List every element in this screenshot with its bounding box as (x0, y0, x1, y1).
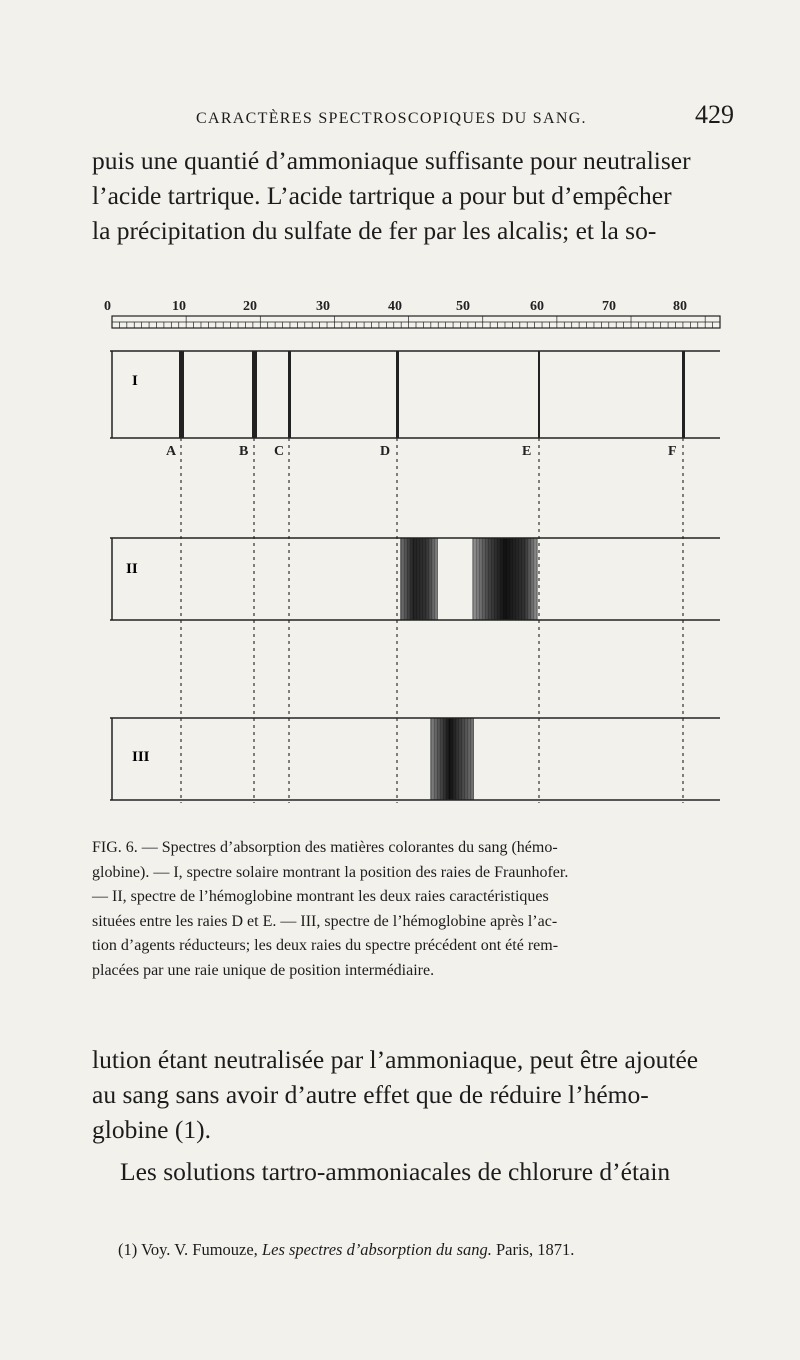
scale-numbers (104, 299, 687, 314)
text-line: globine (1). (92, 1115, 211, 1144)
text-line: l’acide tartrique. L’acide tartrique a pour but d’empêcher (92, 181, 672, 210)
fraunhofer-labels (166, 444, 677, 459)
caption-line: situées entre les raies D et E. — III, spectre de l’hémoglobine après l’ac- (92, 912, 558, 930)
fraunhofer-line-B (252, 351, 257, 438)
scale-tick-label: 10 (172, 299, 186, 314)
figure-caption (92, 836, 734, 983)
spectrum-3 (110, 718, 720, 800)
scale-tick-label: 40 (388, 299, 402, 314)
scale-tick-label: 80 (673, 299, 687, 314)
caption-line: globine). — I, spectre solaire montrant la position des raies de Fraunhofer. (92, 863, 569, 881)
scale-tick-label: 50 (456, 299, 470, 314)
fraunhofer-label: C (274, 444, 285, 459)
fraunhofer-label: A (166, 444, 177, 459)
text-line: la précipitation du sulfate de fer par les alcalis; et la so- (92, 216, 657, 245)
paragraph-1 (92, 143, 734, 248)
footnote (118, 1240, 574, 1260)
paragraph-2 (92, 1042, 734, 1147)
text-line: lution étant neutralisée par l’ammoniaque, peut être ajoutée (92, 1045, 699, 1074)
footnote-title: Les spectres d’absorption du sang. (261, 1240, 492, 1259)
fraunhofer-label: E (522, 444, 532, 459)
fraunhofer-line-F (682, 351, 685, 438)
scale-tick-label: 60 (530, 299, 544, 314)
text-line: puis une quantié d’ammoniaque suffisante pour neutraliser (92, 146, 691, 175)
spectrum-1 (110, 351, 720, 438)
fraunhofer-line-E (538, 351, 540, 438)
text-line: au sang sans avoir d’autre effet que de réduire l’hémo- (92, 1080, 649, 1109)
footnote-suffix: Paris, 1871. (496, 1240, 575, 1259)
fraunhofer-line-C (288, 351, 291, 438)
scale-tick-label: 70 (602, 299, 616, 314)
caption-line: placées par une raie unique de position intermédiaire. (92, 961, 435, 979)
page-number: 429 (695, 100, 734, 129)
spectrum-label-1: I (132, 373, 138, 389)
scale-tick-label: 0 (104, 299, 111, 314)
caption-line: — II, spectre de l’hémoglobine montrant les deux raies caractéristiques (92, 888, 549, 905)
fraunhofer-label: F (668, 444, 677, 459)
running-head: CARACTÈRES SPECTROSCOPIQUES DU SANG. (196, 110, 587, 127)
footnote-prefix: (1) Voy. V. Fumouze, (118, 1240, 258, 1259)
caption-line: tion d’agents réducteurs; les deux raies du spectre précédent ont été rem- (92, 937, 559, 954)
spectrum-label-2: II (126, 561, 138, 577)
spectrum-label-3: III (132, 749, 150, 765)
spectrum-2 (110, 538, 720, 620)
fraunhofer-label: B (239, 444, 249, 459)
spectra-figure (100, 288, 725, 808)
caption-line: FIG. 6. — Spectres d’absorption des matières colorantes du sang (hémo- (92, 839, 558, 856)
fraunhofer-line-D (396, 351, 399, 438)
paragraph-3 (120, 1154, 734, 1189)
scale-tick-label: 30 (316, 299, 330, 314)
scale-ruler (112, 316, 720, 328)
fraunhofer-line-A (179, 351, 184, 438)
text-line: Les solutions tartro-ammoniacales de chlorure d’étain (120, 1157, 671, 1186)
fraunhofer-label: D (380, 444, 391, 459)
page-header (92, 100, 734, 130)
scale-tick-label: 20 (243, 299, 257, 314)
